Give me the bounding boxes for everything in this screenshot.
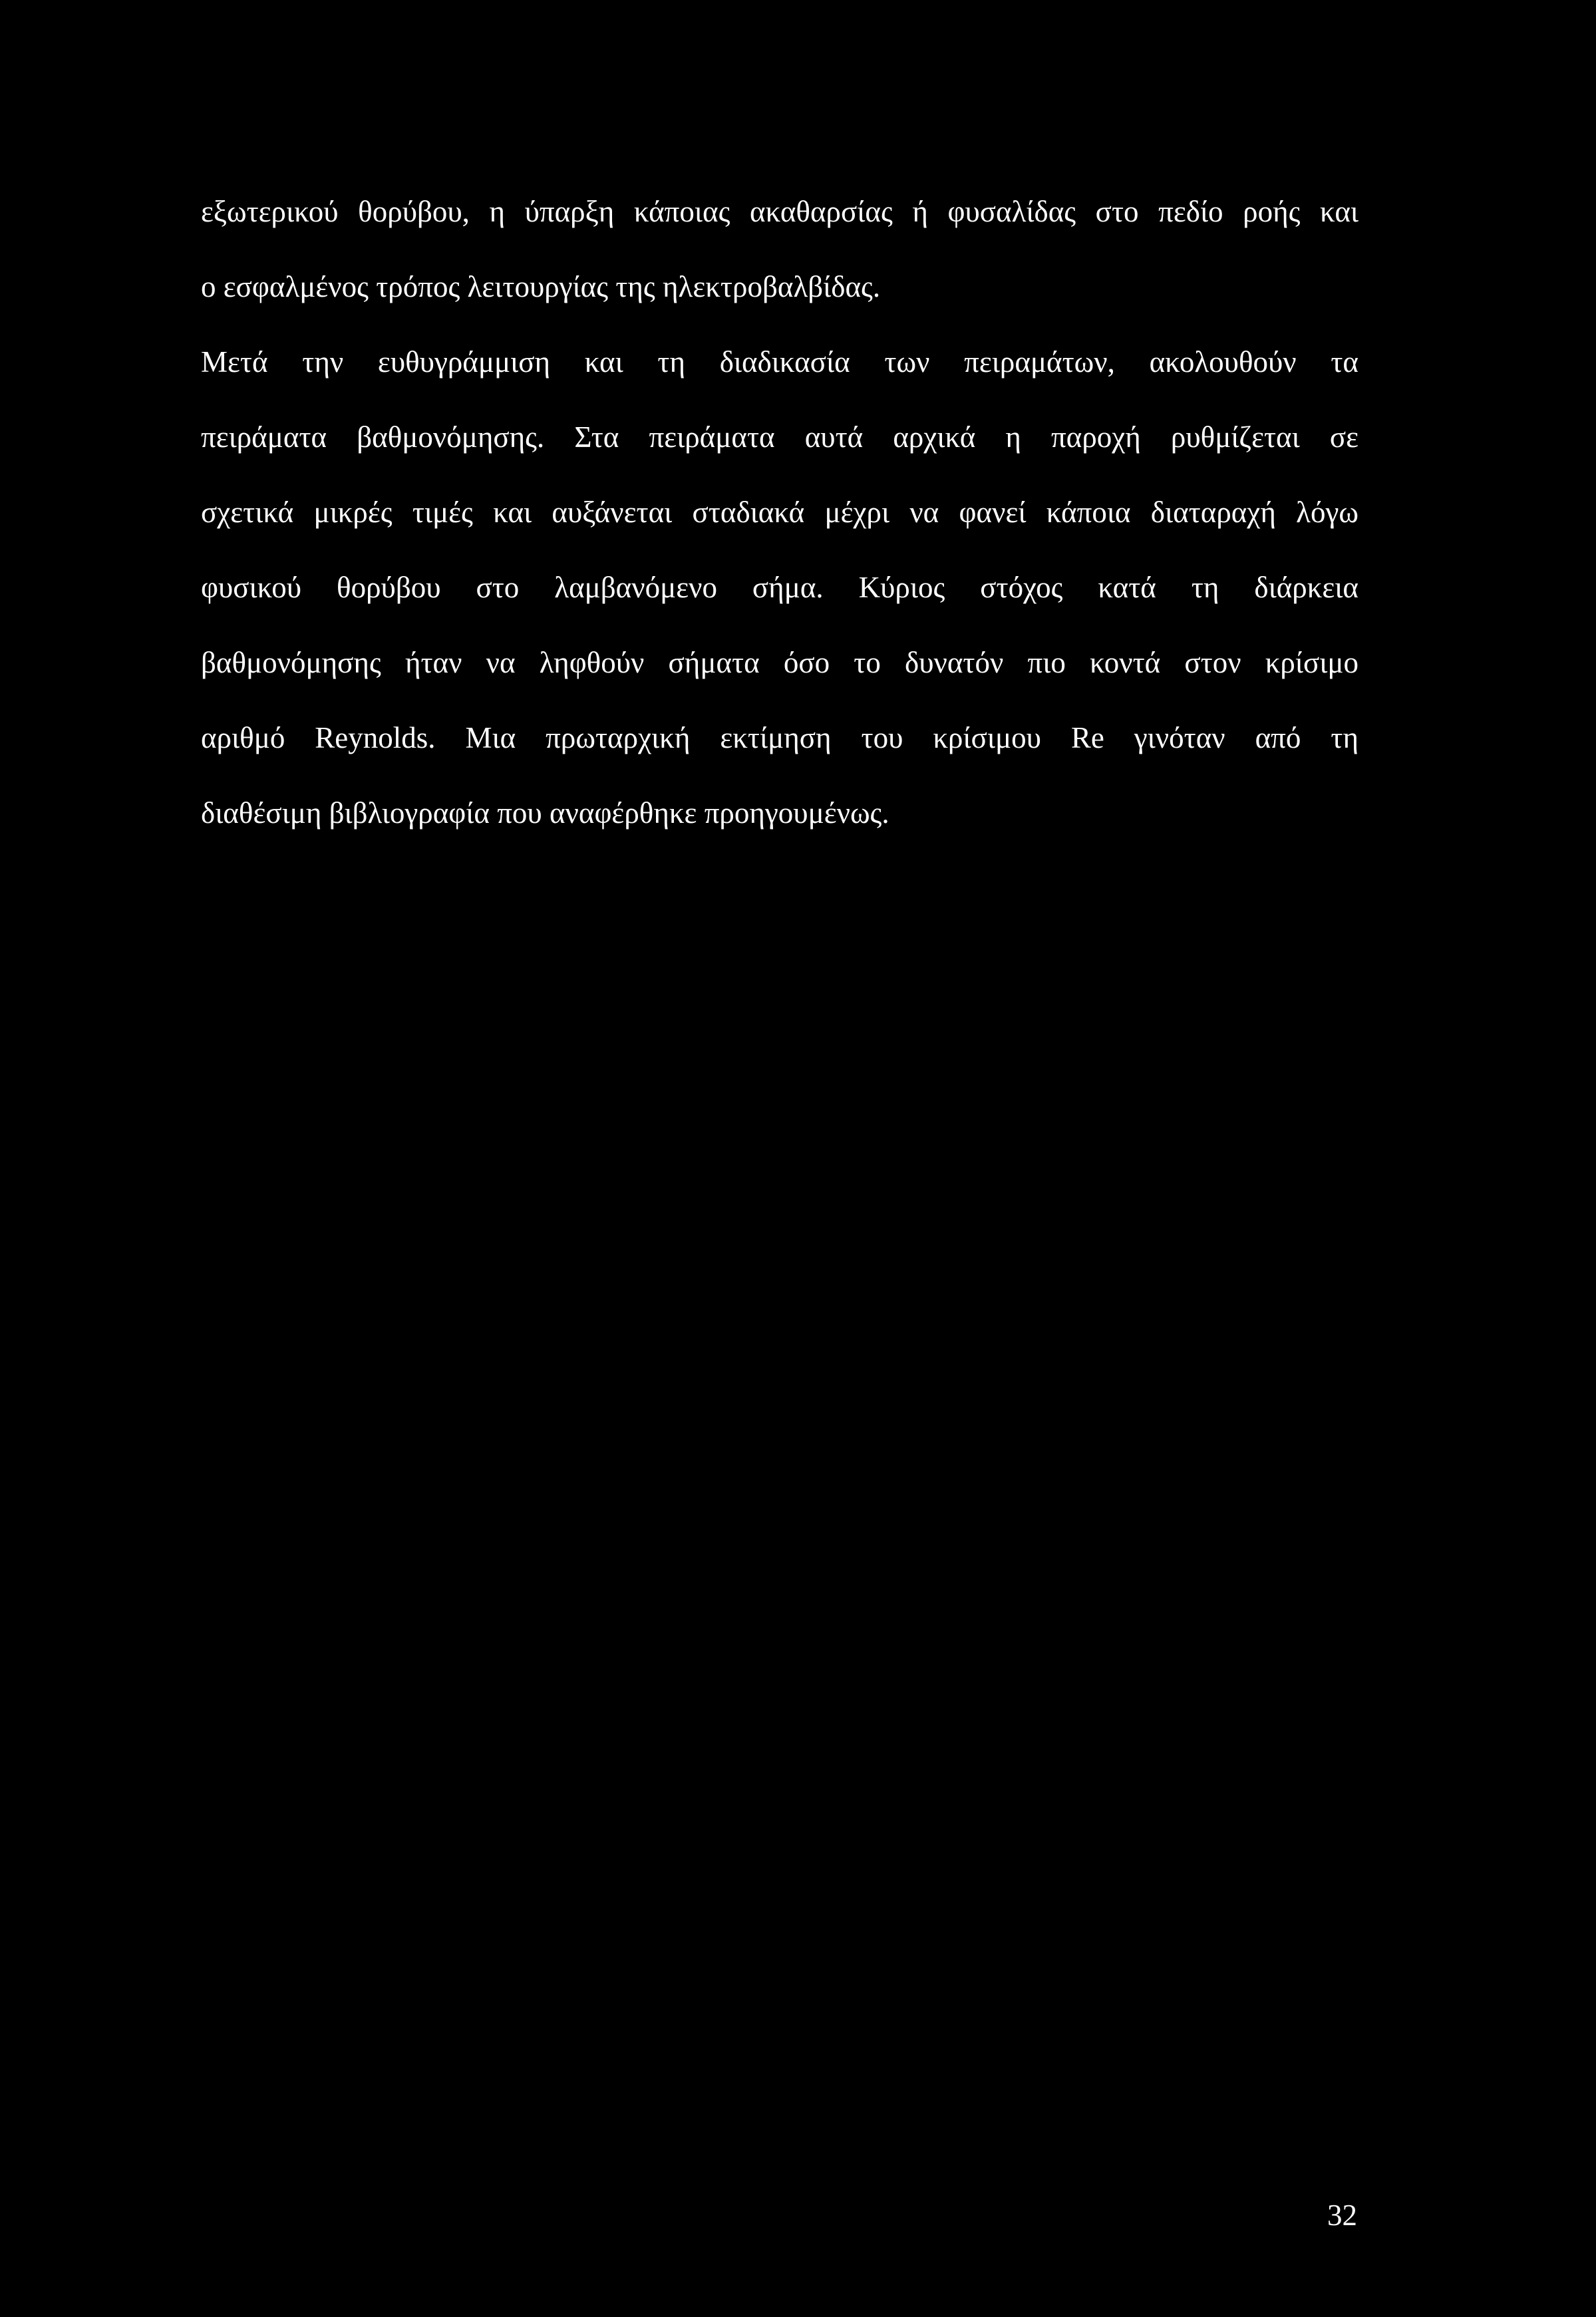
text-line-2: ο εσφαλμένος τρόπος λειτουργίας της ηλεκτροβαλβίδας. — [201, 270, 881, 303]
text-line-8: αριθμό Reynolds. Μια πρωταρχική εκτίμηση του κρίσιμου Re γινόταν από τη — [201, 721, 1358, 754]
text-line-6: φυσικού θορύβου στο λαμβανόμενο σήμα. Κύριος στόχος κατά τη διάρκεια — [201, 571, 1358, 604]
body-text — [201, 174, 1358, 851]
text-line-3: Μετά την ευθυγράμμιση και τη διαδικασία των πειραμάτων, ακολουθούν τα — [201, 345, 1358, 379]
text-line-4: πειράματα βαθμονόμησης. Στα πειράματα αυτά αρχικά η παροχή ρυθμίζεται σε — [201, 420, 1358, 454]
text-line-7: βαθμονόμησης ήταν να ληφθούν σήματα όσο το δυνατόν πιο κοντά στον κρίσιμο — [201, 646, 1358, 679]
page-number: 32 — [1327, 2199, 1357, 2232]
text-line-1: εξωτερικού θορύβου, η ύπαρξη κάποιας ακαθαρσίας ή φυσαλίδας στο πεδίο ροής και — [201, 195, 1358, 228]
text-line-9: διαθέσιμη βιβλιογραφία που αναφέρθηκε προηγουμένως. — [201, 796, 889, 830]
text-line-5: σχετικά μικρές τιμές και αυξάνεται σταδιακά μέχρι να φανεί κάποια διαταραχή λόγω — [201, 496, 1358, 529]
